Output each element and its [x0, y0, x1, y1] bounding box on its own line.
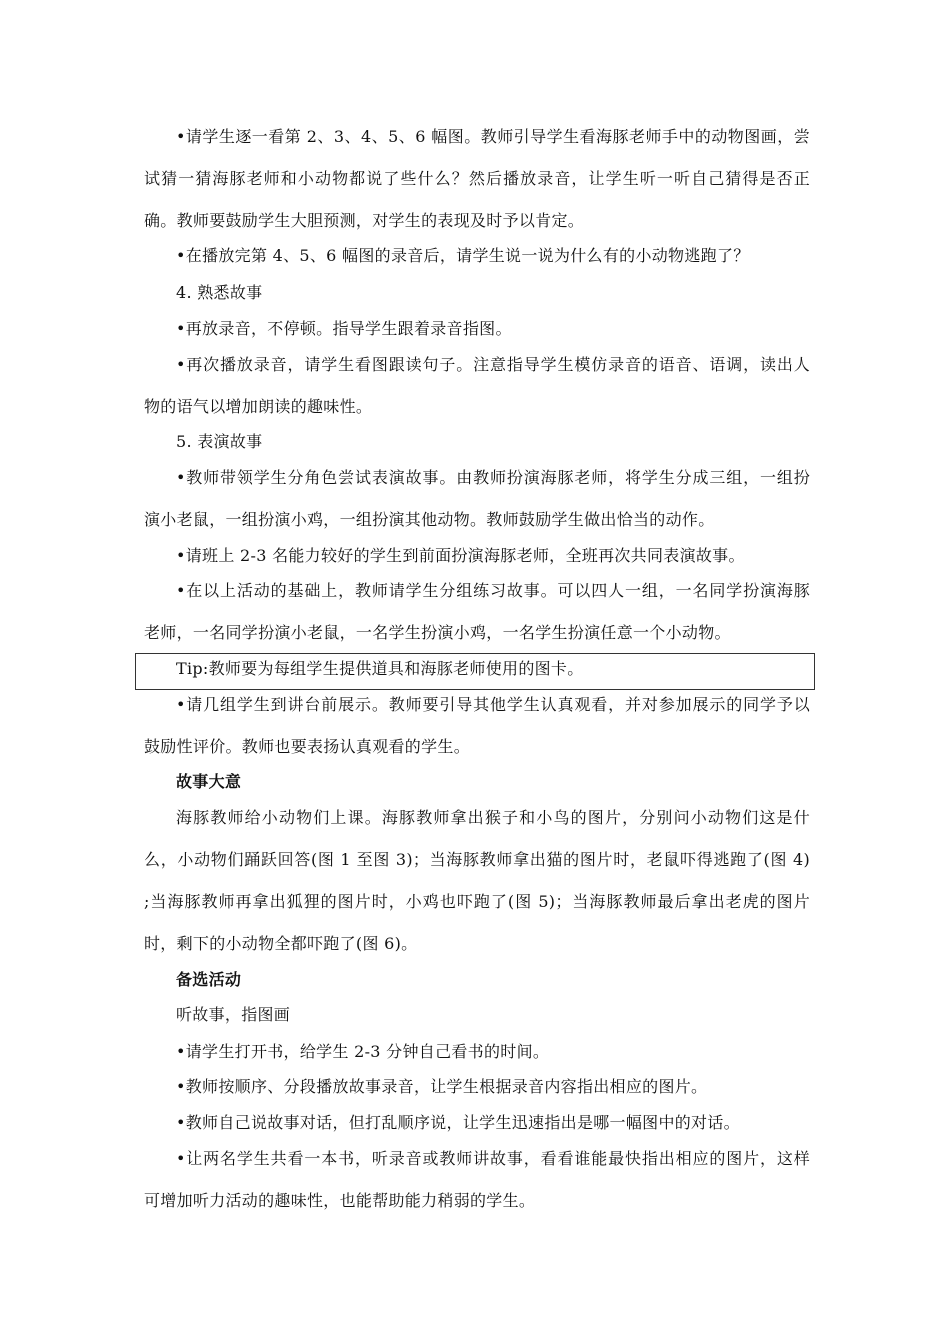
- paragraph-line: •请学生逐一看第 2、3、4、5、6 幅图。教师引导学生看海豚老师手中的动物图画，尝: [176, 127, 810, 146]
- paragraph-line: 听故事，指图画: [176, 1005, 291, 1024]
- paragraph-line: 老师，一名同学扮演小老鼠，一名学生扮演小鸡，一名学生扮演任意一个小动物。: [144, 623, 731, 642]
- paragraph-line: •请班上 2-3 名能力较好的学生到前面扮演海豚老师，全班再次共同表演故事。: [176, 546, 745, 565]
- paragraph-line: •教师带领学生分角色尝试表演故事。由教师扮演海豚老师，将学生分成三组，一组扮: [176, 468, 810, 487]
- tip-text: Tip:教师要为每组学生提供道具和海豚老师使用的图卡。: [176, 659, 584, 678]
- paragraph-line: •再放录音，不停顿。指导学生跟着录音指图。: [176, 319, 512, 338]
- paragraph-line: 海豚教师给小动物们上课。海豚教师拿出猴子和小鸟的图片，分别问小动物们这是什: [176, 808, 810, 827]
- paragraph-line: 么，小动物们踊跃回答(图 1 至图 3)；当海豚教师拿出猫的图片时，老鼠吓得逃跑了(图 4): [144, 850, 810, 869]
- paragraph-line: 确。教师要鼓励学生大胆预测，对学生的表现及时予以肯定。: [144, 211, 585, 230]
- paragraph-line: 演小老鼠，一组扮演小鸡，一组扮演其他动物。教师鼓励学生做出恰当的动作。: [144, 510, 715, 529]
- paragraph-line: 可增加听力活动的趣味性，也能帮助能力稍弱的学生。: [144, 1191, 536, 1210]
- paragraph-line: •请学生打开书，给学生 2-3 分钟自己看书的时间。: [176, 1042, 550, 1061]
- optional-activity-heading: 备选活动: [176, 970, 242, 989]
- paragraph-line: ;当海豚教师再拿出狐狸的图片时，小鸡也吓跑了(图 5)；当海豚教师最后拿出老虎的图片: [144, 892, 810, 911]
- paragraph-line: •在以上活动的基础上，教师请学生分组练习故事。可以四人一组，一名同学扮演海豚: [176, 581, 810, 600]
- paragraph-line: •请几组学生到讲台前展示。教师要引导其他学生认真观看，并对参加展示的同学予以: [176, 695, 810, 714]
- paragraph-line: •教师自己说故事对话，但打乱顺序说，让学生迅速指出是哪一幅图中的对话。: [176, 1113, 740, 1132]
- paragraph-line: •在播放完第 4、5、6 幅图的录音后，请学生说一说为什么有的小动物逃跑了？: [176, 246, 750, 265]
- paragraph-line: 时，剩下的小动物全都吓跑了(图 6)。: [144, 934, 418, 953]
- paragraph-line: •让两名学生共看一本书，听录音或教师讲故事，看看谁能最快指出相应的图片，这样: [176, 1149, 810, 1168]
- paragraph-line: 物的语气以增加朗读的趣味性。: [144, 397, 373, 416]
- paragraph-line: 试猜一猜海豚老师和小动物都说了些什么？然后播放录音，让学生听一听自己猜得是否正: [144, 169, 810, 188]
- section-heading: 4. 熟悉故事: [176, 283, 263, 302]
- paragraph-line: •教师按顺序、分段播放故事录音，让学生根据录音内容指出相应的图片。: [176, 1077, 708, 1096]
- paragraph-line: •再次播放录音，请学生看图跟读句子。注意指导学生模仿录音的语音、语调，读出人: [176, 355, 810, 374]
- section-heading: 5. 表演故事: [176, 432, 263, 451]
- paragraph-line: 鼓励性评价。教师也要表扬认真观看的学生。: [144, 737, 471, 756]
- story-summary-heading: 故事大意: [176, 772, 242, 791]
